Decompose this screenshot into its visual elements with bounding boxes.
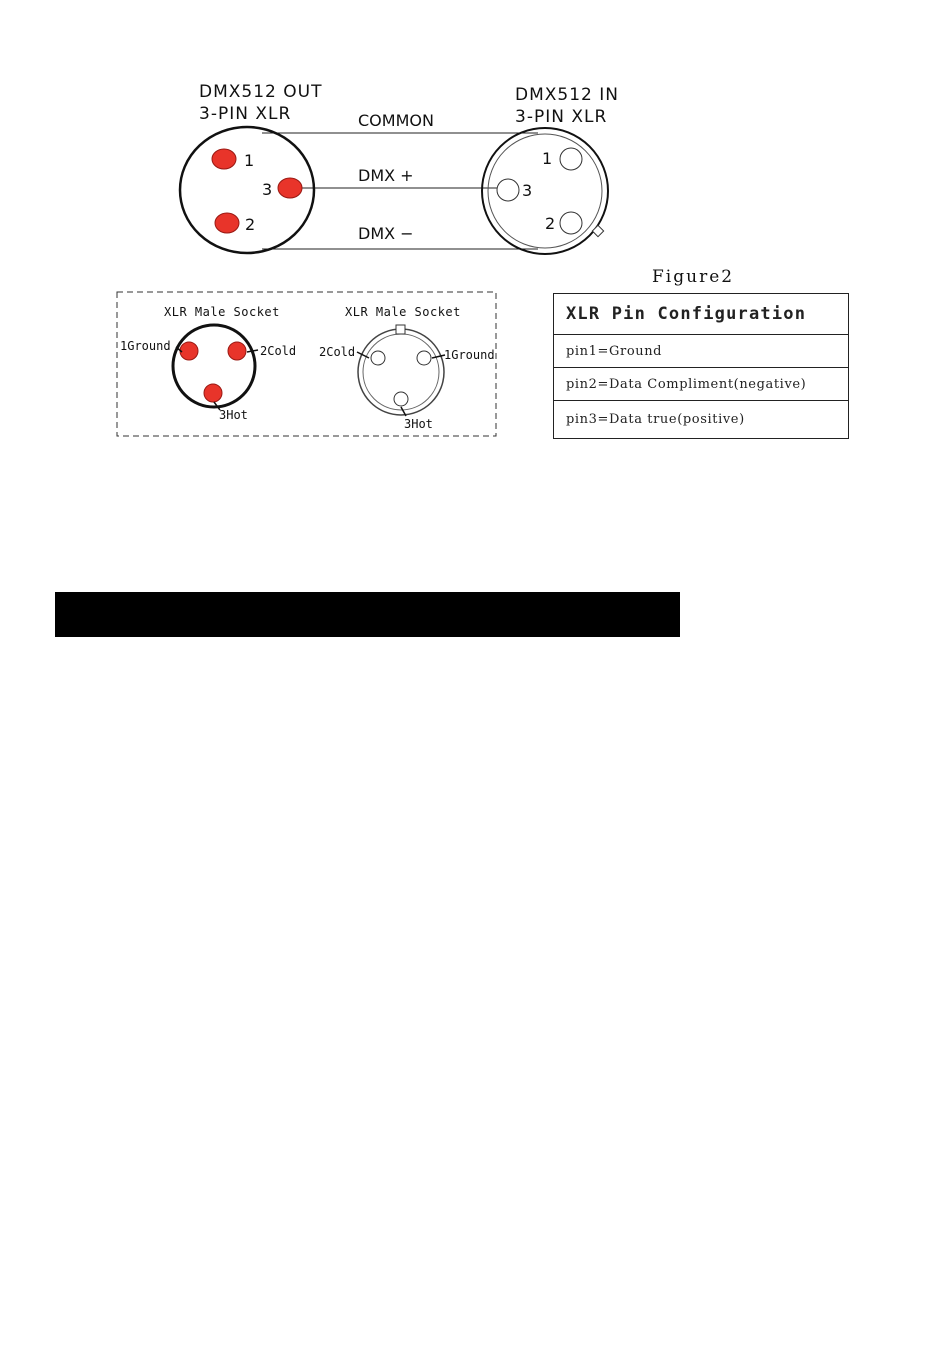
in-connector-latch: [592, 225, 603, 236]
in-connector-label-line2: 3-PIN XLR: [515, 107, 608, 127]
right-socket-latch: [396, 325, 405, 334]
pin-table-row: pin3=Data true(positive): [554, 400, 848, 438]
in-pin-1-number: 1: [542, 149, 553, 168]
section-header-bar: [55, 592, 680, 637]
in-connector-label-line1: DMX512 IN: [515, 85, 619, 105]
pin-table-title: XLR Pin Configuration: [566, 304, 807, 324]
right-socket-pin-3-label: 3Hot: [404, 417, 433, 431]
dmx-minus-label: DMX −: [358, 224, 414, 243]
right-socket-pin-3: [394, 392, 408, 406]
left-socket-pin-3-label: 3Hot: [219, 408, 248, 422]
out-pin-1: [212, 149, 236, 169]
common-wire-label: COMMON: [358, 111, 434, 130]
in-pin-3: [497, 179, 519, 201]
out-pin-2-number: 2: [245, 215, 256, 234]
out-pin-2: [215, 213, 239, 233]
pin-table-row: pin1=Ground: [554, 334, 848, 367]
right-socket-title: XLR Male Socket: [345, 305, 461, 319]
right-socket-pin-1-label: 1Ground: [444, 348, 495, 362]
dmx-plus-label: DMX +: [358, 166, 414, 185]
left-socket-pin-2: [228, 342, 246, 360]
out-pin-3-number: 3: [262, 180, 273, 199]
in-pin-2: [560, 212, 582, 234]
left-socket-pin-1: [180, 342, 198, 360]
pin-table-row: pin2=Data Compliment(negative): [554, 367, 848, 400]
left-socket-pin-1-label: 1Ground: [120, 339, 171, 353]
left-socket-pin-3: [204, 384, 222, 402]
out-connector-label-line1: DMX512 OUT: [199, 82, 323, 102]
left-socket-title: XLR Male Socket: [164, 305, 280, 319]
in-pin-3-number: 3: [522, 181, 533, 200]
in-pin-1: [560, 148, 582, 170]
out-pin-3: [278, 178, 302, 198]
out-pin-1-number: 1: [244, 151, 255, 170]
right-socket-pin-2-label: 2Cold: [319, 345, 356, 359]
right-socket-pin-1: [417, 351, 431, 365]
left-pin-2-leader: [247, 350, 258, 352]
left-socket-pin-2-label: 2Cold: [260, 344, 297, 358]
xlr-pin-configuration-table: [553, 293, 849, 439]
figure-caption: Figure2: [652, 267, 735, 287]
out-connector-label-line2: 3-PIN XLR: [199, 104, 292, 124]
in-pin-2-number: 2: [545, 214, 556, 233]
right-socket-pin-2: [371, 351, 385, 365]
